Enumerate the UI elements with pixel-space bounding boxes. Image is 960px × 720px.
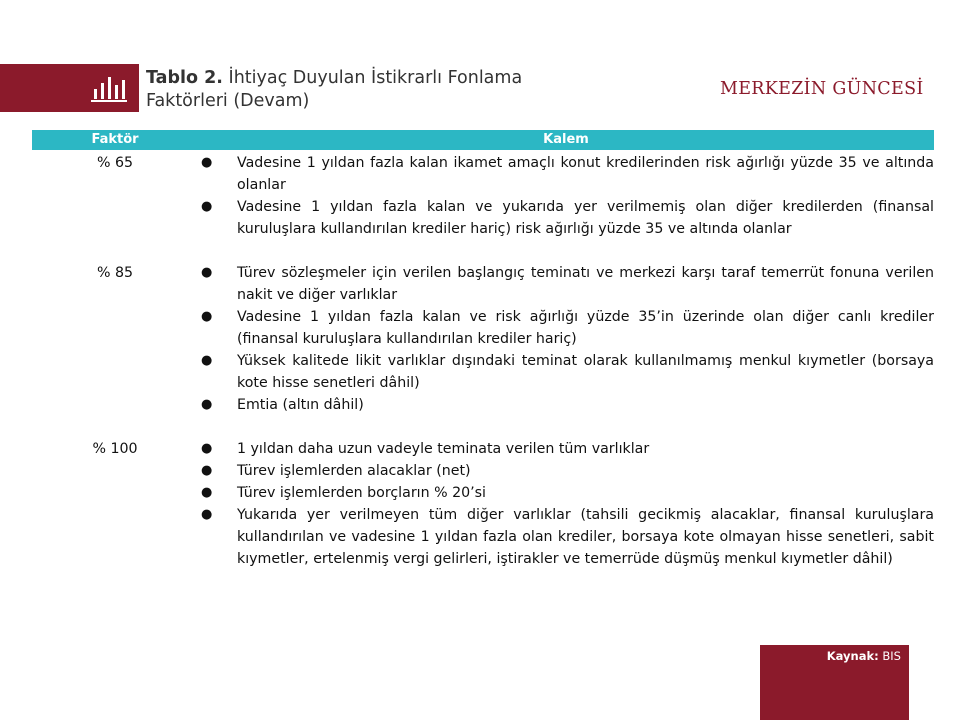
table-group <box>32 438 934 570</box>
source-value: BIS <box>882 649 901 663</box>
item-text: Vadesine 1 yıldan fazla kalan ve risk ağırlığı yüzde 35’in üzerinde olan diğer canlı krediler (finansal kuruluşlara kullandırılan krediler hariç) <box>237 309 934 347</box>
table-body <box>32 152 934 592</box>
source-box <box>760 645 909 720</box>
list-item <box>201 262 934 306</box>
factor-cell: % 85 <box>96 265 134 281</box>
item-list <box>201 262 934 416</box>
item-list <box>201 438 934 570</box>
item-text: Türev işlemlerden borçların % 20’si <box>237 485 486 501</box>
title-line1: İhtiyaç Duyulan İstikrarlı Fonlama <box>228 68 523 88</box>
bullet-icon: ● <box>201 309 213 324</box>
item-text: Yukarıda yer verilmeyen tüm diğer varlıklar (tahsili gecikmiş alacaklar, finansal kuruluşlara kullandırılan ve vadesine 1 yıldan fazla olan krediler, borsaya kote olmayan hisse senetleri, sabit kıymetler, ertelenmiş vergi gelirleri, iştirakler ve temerrüde düşmüş menkul kıymetler dâhil) <box>237 507 934 567</box>
bullet-icon: ● <box>201 265 213 280</box>
table-header <box>32 130 934 150</box>
list-item <box>201 394 934 416</box>
list-item <box>201 350 934 394</box>
bullet-icon: ● <box>201 463 213 478</box>
item-text: Türev sözleşmeler için verilen başlangıç teminatı ve merkezi karşı taraf temerrüt fonuna verilen nakit ve diğer varlıklar <box>237 265 934 303</box>
list-item <box>201 306 934 350</box>
list-item <box>201 504 934 570</box>
column-header-factor: Faktör <box>91 132 139 147</box>
list-item <box>201 460 934 482</box>
bullet-icon: ● <box>201 441 213 456</box>
list-item <box>201 438 934 460</box>
table-group <box>32 262 934 416</box>
item-text: Vadesine 1 yıldan fazla kalan ikamet amaçlı konut kredilerinden risk ağırlığı yüzde 35 ve altında olanlar <box>237 155 934 193</box>
factor-cell: % 100 <box>92 441 138 457</box>
bullet-icon: ● <box>201 155 213 170</box>
factor-cell: % 65 <box>96 155 134 171</box>
list-item <box>201 482 934 504</box>
bullet-icon: ● <box>201 353 213 368</box>
table-group <box>32 152 934 240</box>
item-list <box>201 152 934 240</box>
item-text: Vadesine 1 yıldan fazla kalan ve yukarıda yer verilmemiş olan diğer kredilerden (finansal kuruluşlara kullandırılan krediler hariç) risk ağırlığı yüzde 35 ve altında olanlar <box>237 199 934 237</box>
item-text: 1 yıldan daha uzun vadeyle teminata verilen tüm varlıklar <box>237 441 650 457</box>
item-text: Türev işlemlerden alacaklar (net) <box>237 463 471 479</box>
brand-name: MERKEZİN GÜNCESİ <box>720 79 924 99</box>
title-bold: Tablo 2. <box>146 68 223 88</box>
bullet-icon: ● <box>201 507 213 522</box>
title-line2: Faktörleri (Devam) <box>146 91 310 111</box>
source-label: Kaynak: <box>826 649 879 663</box>
source-note <box>827 649 901 663</box>
list-item <box>201 152 934 196</box>
item-text: Emtia (altın dâhil) <box>237 397 364 413</box>
page-title <box>146 67 522 113</box>
bar-chart-icon <box>91 73 127 103</box>
bullet-icon: ● <box>201 397 213 412</box>
list-item <box>201 196 934 240</box>
logo-block <box>0 64 139 112</box>
item-text: Yüksek kalitede likit varlıklar dışındaki teminat olarak kullanılmamış menkul kıymetler (borsaya kote hisse senetleri dâhil) <box>237 353 934 391</box>
bullet-icon: ● <box>201 199 213 214</box>
bullet-icon: ● <box>201 485 213 500</box>
column-header-item: Kalem <box>543 132 589 147</box>
